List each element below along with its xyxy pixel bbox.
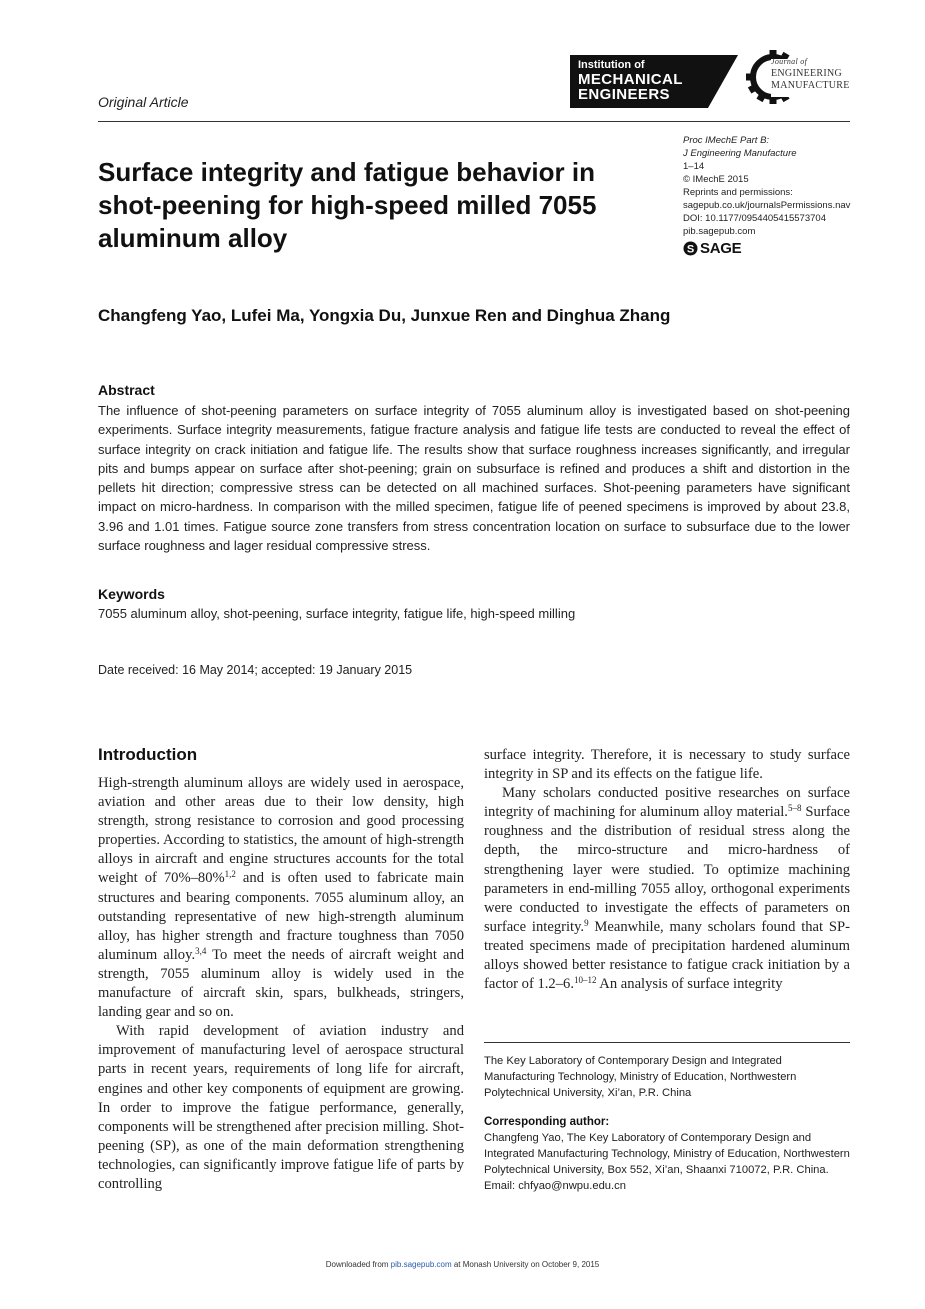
imeche-logo-line3: ENGINEERS [578, 86, 670, 103]
citation-ref[interactable]: 5–8 [787, 803, 802, 814]
paragraph-text: Meanwhile, many scholars found that SP-treated specimens made of precipitation hardened aluminum alloys showed better resistance to fatigue crack initiation by a factor of 1.2–6. [484, 918, 850, 993]
paragraph-text: High-strength aluminum alloys are widely used in aerospace, aviation and other areas due to their low density, high strength, strong resistance to corrosion and good processing properties. According to statistics, the amount of high-strength alloys in aircraft and engine structures accounts for the total weight of 70%–80% [98, 775, 464, 887]
citation-ref[interactable]: 9 [584, 917, 589, 928]
corresponding-author-address: Changfeng Yao, The Key Laboratory of Contemporary Design and Integrated Manufacturing Technology, Ministry of Education, Northwestern Polytechnical University, Box 552, Xi’an, Shaanxi 710072, P.R. China. [484, 1132, 850, 1176]
corresponding-author-email[interactable]: Email: chfyao@nwpu.edu.cn [484, 1180, 626, 1192]
article-type: Original Article [98, 94, 189, 110]
page-range: 1–14 [683, 161, 705, 172]
body-column-right [484, 746, 850, 994]
download-notice [0, 1260, 925, 1269]
paragraph [98, 774, 464, 1022]
paragraph-text: To meet the needs of aircraft weight and strength, 7055 aluminum alloy is widely used in the manufacture of aircraft skin, spars, bulkheads, stringers, landing gear and so on. [98, 946, 464, 1021]
paragraph-text: Many scholars conducted positive researches on surface integrity of machining for aluminum alloy material. [484, 785, 850, 821]
journal-subname: J Engineering Manufacture [683, 148, 797, 159]
sage-wordmark: SAGE [700, 239, 742, 257]
download-prefix: Downloaded from [325, 1260, 391, 1269]
paragraph-text: An analysis of surface integrity [596, 976, 783, 993]
journal-logo [745, 45, 855, 107]
author-list: Changfeng Yao, Lufei Ma, Yongxia Du, Junxue Ren and Dinghua Zhang [98, 306, 671, 325]
paragraph: surface integrity. Therefore, it is necessary to study surface integrity in SP and its effects on the fatigue life. [484, 747, 850, 783]
date-received: Date received: 16 May 2014; accepted: 19 January 2015 [98, 663, 413, 677]
journal-name: Proc IMechE Part B: [683, 135, 770, 146]
imeche-logo-line1: Institution of [578, 59, 645, 71]
journal-logo-line2: ENGINEERING [771, 68, 843, 79]
section-heading-introduction: Introduction [98, 745, 198, 764]
article-title: Surface integrity and fatigue behavior in shot-peening for high-speed milled 7055 aluminum alloy [98, 157, 597, 253]
reprints-label: Reprints and permissions: [683, 187, 793, 198]
citation-ref[interactable]: 10–12 [573, 975, 597, 986]
citation-ref[interactable]: 3,4 [195, 945, 207, 956]
paragraph-text: Surface roughness and the distribution of residual stress along the depth, the mirco-structure and micro-hardness of strengthening layer were studied. To optimize machining parameters in end-milling 7055 alloy, orthogonal experiments were conducted to investigate the effects of parameters on surface integrity. [484, 804, 851, 935]
keywords-heading: Keywords [98, 586, 165, 602]
corresponding-author-block [484, 1130, 850, 1194]
journal-site-link[interactable]: pib.sagepub.com [683, 226, 756, 237]
keywords-text: 7055 aluminum alloy, shot-peening, surface integrity, fatigue life, high-speed milling [98, 606, 576, 621]
body-column-left [98, 774, 464, 1194]
journal-logo-line1: Journal of [771, 57, 808, 66]
permissions-link[interactable]: sagepub.co.uk/journalsPermissions.nav [683, 200, 851, 211]
sage-logo [683, 239, 741, 257]
paragraph: With rapid development of aviation industry and improvement of manufacturing level of aerospace structural parts in recent years, requirements of long life for aircraft, engines and other key components of equipment are growing. In order to improve the fatigue performance, generally, components will be strengthened after precision milling. Shot-peening (SP), as one of the main deformation strengthening technologies, can significantly improve fatigue life of parts by controlling [98, 1023, 464, 1192]
svg-text:S: S [686, 243, 695, 255]
header-divider [98, 121, 850, 122]
copyright: © IMechE 2015 [683, 174, 749, 185]
imeche-logo [570, 55, 738, 108]
download-link[interactable]: pib.sagepub.com [390, 1260, 452, 1269]
doi[interactable]: DOI: 10.1177/0954405415573704 [683, 213, 826, 224]
abstract-heading: Abstract [98, 382, 155, 398]
footnote-divider [484, 1042, 850, 1043]
paragraph [484, 784, 850, 994]
abstract-text: The influence of shot-peening parameters on surface integrity of 7055 aluminum alloy is investigated based on shot-peening experiments. Surface integrity measurements, fatigue fracture analysis and fatigue life tests are conducted to reveal the effect of surface integrity on crack initiation and fatigue life. The results show that surface roughness increases significantly, and irregular pits and bumps appear on surface after shot-peening; grain on subsurface is refined and produces a shift and distortion in the pellets hit direction; compressive stress can be detected on all machined surfaces. Shot-peening parameters have significant impact on micro-hardness. In comparison with the milled specimen, fatigue life of peened specimens is improved by about 23.8, 3.96 and 1.01 times. Fatigue source zone transfers from stress concentration location on surface to subsurface due to the lower surface roughness and lager residual compressive stress. [98, 403, 850, 554]
publication-info [683, 134, 883, 238]
author-affiliation: The Key Laboratory of Contemporary Design and Integrated Manufacturing Technology, Ministry of Education, Northwestern Polytechnical University, Xi’an, P.R. China [484, 1055, 797, 1099]
corresponding-author-heading: Corresponding author: [484, 1116, 610, 1128]
journal-logo-line3: MANUFACTURE [771, 80, 850, 91]
sage-s-icon [683, 241, 698, 256]
paragraph-text: and is often used to fabricate main structures and bearing components. 7055 aluminum alloy, an outstanding representative of new high-strength aluminum alloy, has higher strength and fracture toughness than 7050 aluminum alloy. [98, 870, 464, 963]
imeche-logo-line2: MECHANICAL [578, 71, 683, 88]
citation-ref[interactable]: 1,2 [224, 869, 236, 880]
download-suffix: at Monash University on October 9, 2015 [451, 1260, 600, 1269]
